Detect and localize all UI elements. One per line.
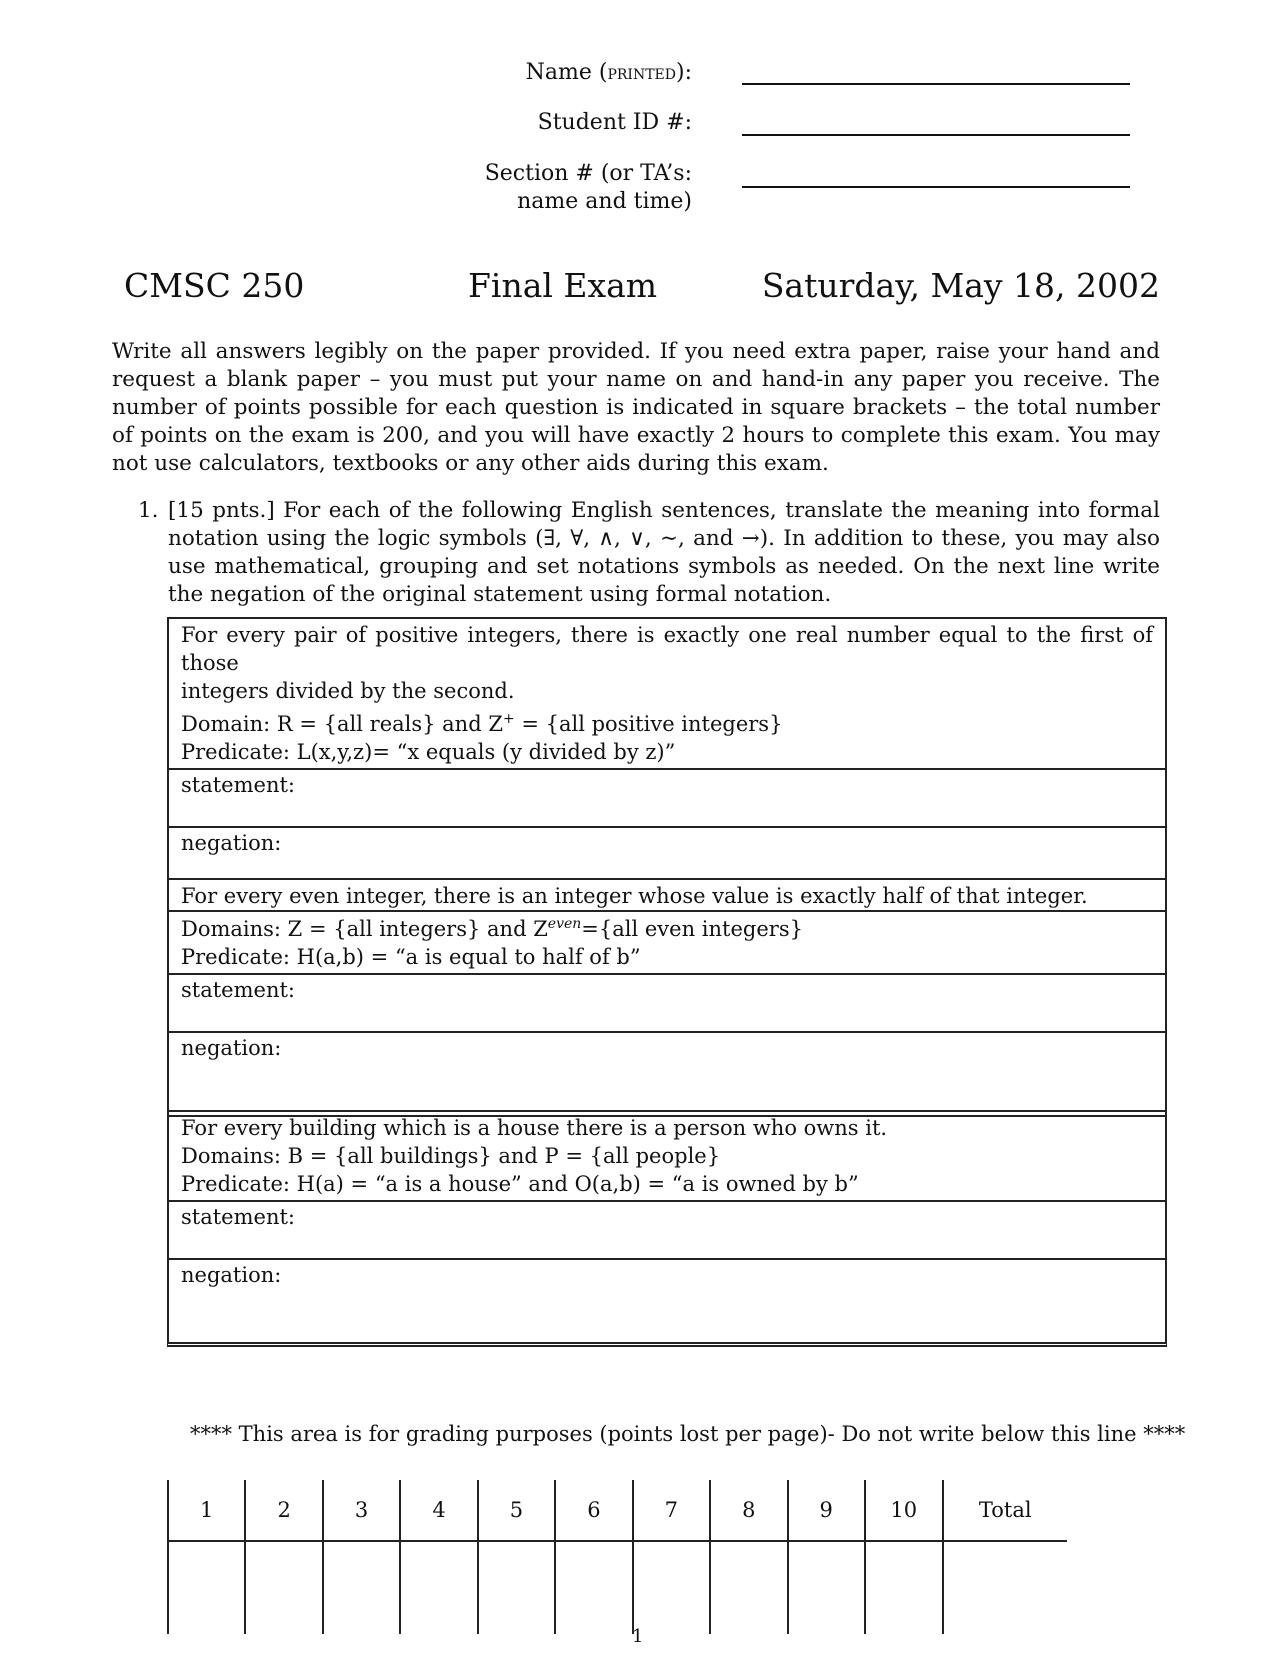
question-box-1 <box>167 617 1167 912</box>
name-label-close: ): <box>676 60 692 85</box>
box-2-domain: Domains: Z = {all integers} and $Z^{even}=\{all$ even integers} <box>181 916 803 941</box>
question-1-text: [15 pnts.] For each of the following English sentences, translate the meaning into formal notation using the logic symbols (∃, ∀, ∧, ∨, ∼, and →). In addition to these, you may also use mathematical, grouping and set notations symbols as needed. On the next line write the negation of the original statement using formal notation. <box>168 498 1160 607</box>
name-field-label <box>526 60 692 85</box>
box-2-sentence-1: For every even integer, there is an integer whose value is exactly half of that integer. <box>181 884 1088 908</box>
box-3-predicate: Predicate: H(a) = “a is a house” and O(a,b) = “a is owned by b” <box>181 1172 859 1196</box>
student-id-label-text: Student ID #: <box>537 110 692 135</box>
grading-cell[interactable] <box>400 1541 477 1634</box>
box-3-negation-area[interactable] <box>169 1258 1165 1342</box>
grading-col-2: 2 <box>245 1480 322 1541</box>
grading-table <box>167 1480 1067 1634</box>
box-3-domain: Domains: B = {all buildings} and P = {all people} <box>181 1144 721 1168</box>
name-field-line[interactable] <box>742 83 1130 85</box>
box-3-statement-label: statement: <box>181 1205 295 1229</box>
grading-col-6: 6 <box>555 1480 632 1541</box>
grading-cell[interactable] <box>323 1541 400 1634</box>
box-1-negation-label: negation: <box>181 831 282 855</box>
grading-cell[interactable] <box>245 1541 322 1634</box>
grading-note: **** This area is for grading purposes (points lost per page)- Do not write below this line **** <box>190 1422 1186 1446</box>
box-3-negation-label: negation: <box>181 1263 282 1287</box>
section-field-line[interactable] <box>742 186 1130 188</box>
exam-title: Final Exam <box>468 266 658 305</box>
section-label-line2: name and time) <box>517 189 692 214</box>
box-1-domain: Domain: R = {all reals} and Z+ = {all positive integers} <box>181 711 783 736</box>
grading-table-header-row <box>168 1480 1067 1541</box>
box-3-description <box>169 1112 1165 1200</box>
box-1-statement-area[interactable] <box>169 768 1165 826</box>
instructions-paragraph: Write all answers legibly on the paper provided. If you need extra paper, raise your hand and request a blank paper – you must put your name on and hand-in any paper you receive. The number of points possible for each question is indicated in square brackets – the total number of points on the exam is 200, and you will have exactly 2 hours to complete this exam. You may not use calculators, textbooks or any other aids during this exam. <box>112 339 1160 476</box>
grading-cell[interactable] <box>478 1541 555 1634</box>
grading-cell[interactable] <box>710 1541 787 1634</box>
grading-cell[interactable] <box>168 1541 245 1634</box>
box-2-negation-label: negation: <box>181 1036 282 1060</box>
grading-col-4: 4 <box>400 1480 477 1541</box>
question-box-2 <box>167 878 1167 1117</box>
grading-cell[interactable] <box>865 1541 943 1634</box>
grading-col-3: 3 <box>323 1480 400 1541</box>
question-1-number: 1. <box>138 498 159 523</box>
grading-col-total: Total <box>943 1480 1068 1541</box>
grading-table-score-row <box>168 1541 1067 1634</box>
grading-cell[interactable] <box>633 1541 710 1634</box>
grading-col-7: 7 <box>633 1480 710 1541</box>
grading-col-1: 1 <box>168 1480 245 1541</box>
box-1-statement-label: statement: <box>181 773 295 797</box>
grading-col-10: 10 <box>865 1480 943 1541</box>
grading-col-9: 9 <box>788 1480 865 1541</box>
box-1-description <box>169 619 1165 768</box>
grading-col-8: 8 <box>710 1480 787 1541</box>
box-2-statement-area[interactable] <box>169 973 1165 1031</box>
student-id-label <box>538 110 692 135</box>
box-2-statement-label: statement: <box>181 978 295 1002</box>
grading-cell-total[interactable] <box>943 1541 1068 1634</box>
course-title: CMSC 250 <box>124 266 305 305</box>
box-1-sentence-2: integers divided by the second. <box>181 679 515 703</box>
student-id-field-line[interactable] <box>742 134 1130 136</box>
box-3-statement-area[interactable] <box>169 1200 1165 1258</box>
grading-cell[interactable] <box>555 1541 632 1634</box>
section-label <box>485 160 692 216</box>
grading-cell[interactable] <box>788 1541 865 1634</box>
box-2-description <box>169 880 1165 973</box>
box-1-predicate: Predicate: L(x,y,z)= “x equals (y divided by z)” <box>181 740 676 764</box>
box-3-sentence-1: For every building which is a house there is a person who owns it. <box>181 1116 888 1140</box>
box-2-predicate: Predicate: H(a,b) = “a is equal to half of b” <box>181 945 641 969</box>
name-label-text: Name ( <box>525 60 608 85</box>
page-number: 1 <box>632 1626 644 1647</box>
grading-col-5: 5 <box>478 1480 555 1541</box>
question-box-3 <box>167 1110 1167 1347</box>
exam-date: Saturday, May 18, 2002 <box>761 266 1160 305</box>
box-2-negation-area[interactable] <box>169 1031 1165 1115</box>
box-1-sentence-1: For every pair of positive integers, there is exactly one real number equal to the first of those <box>181 623 1153 675</box>
name-label-printed: printed <box>607 60 676 84</box>
section-label-line1: Section # (or TA’s: <box>484 161 692 186</box>
